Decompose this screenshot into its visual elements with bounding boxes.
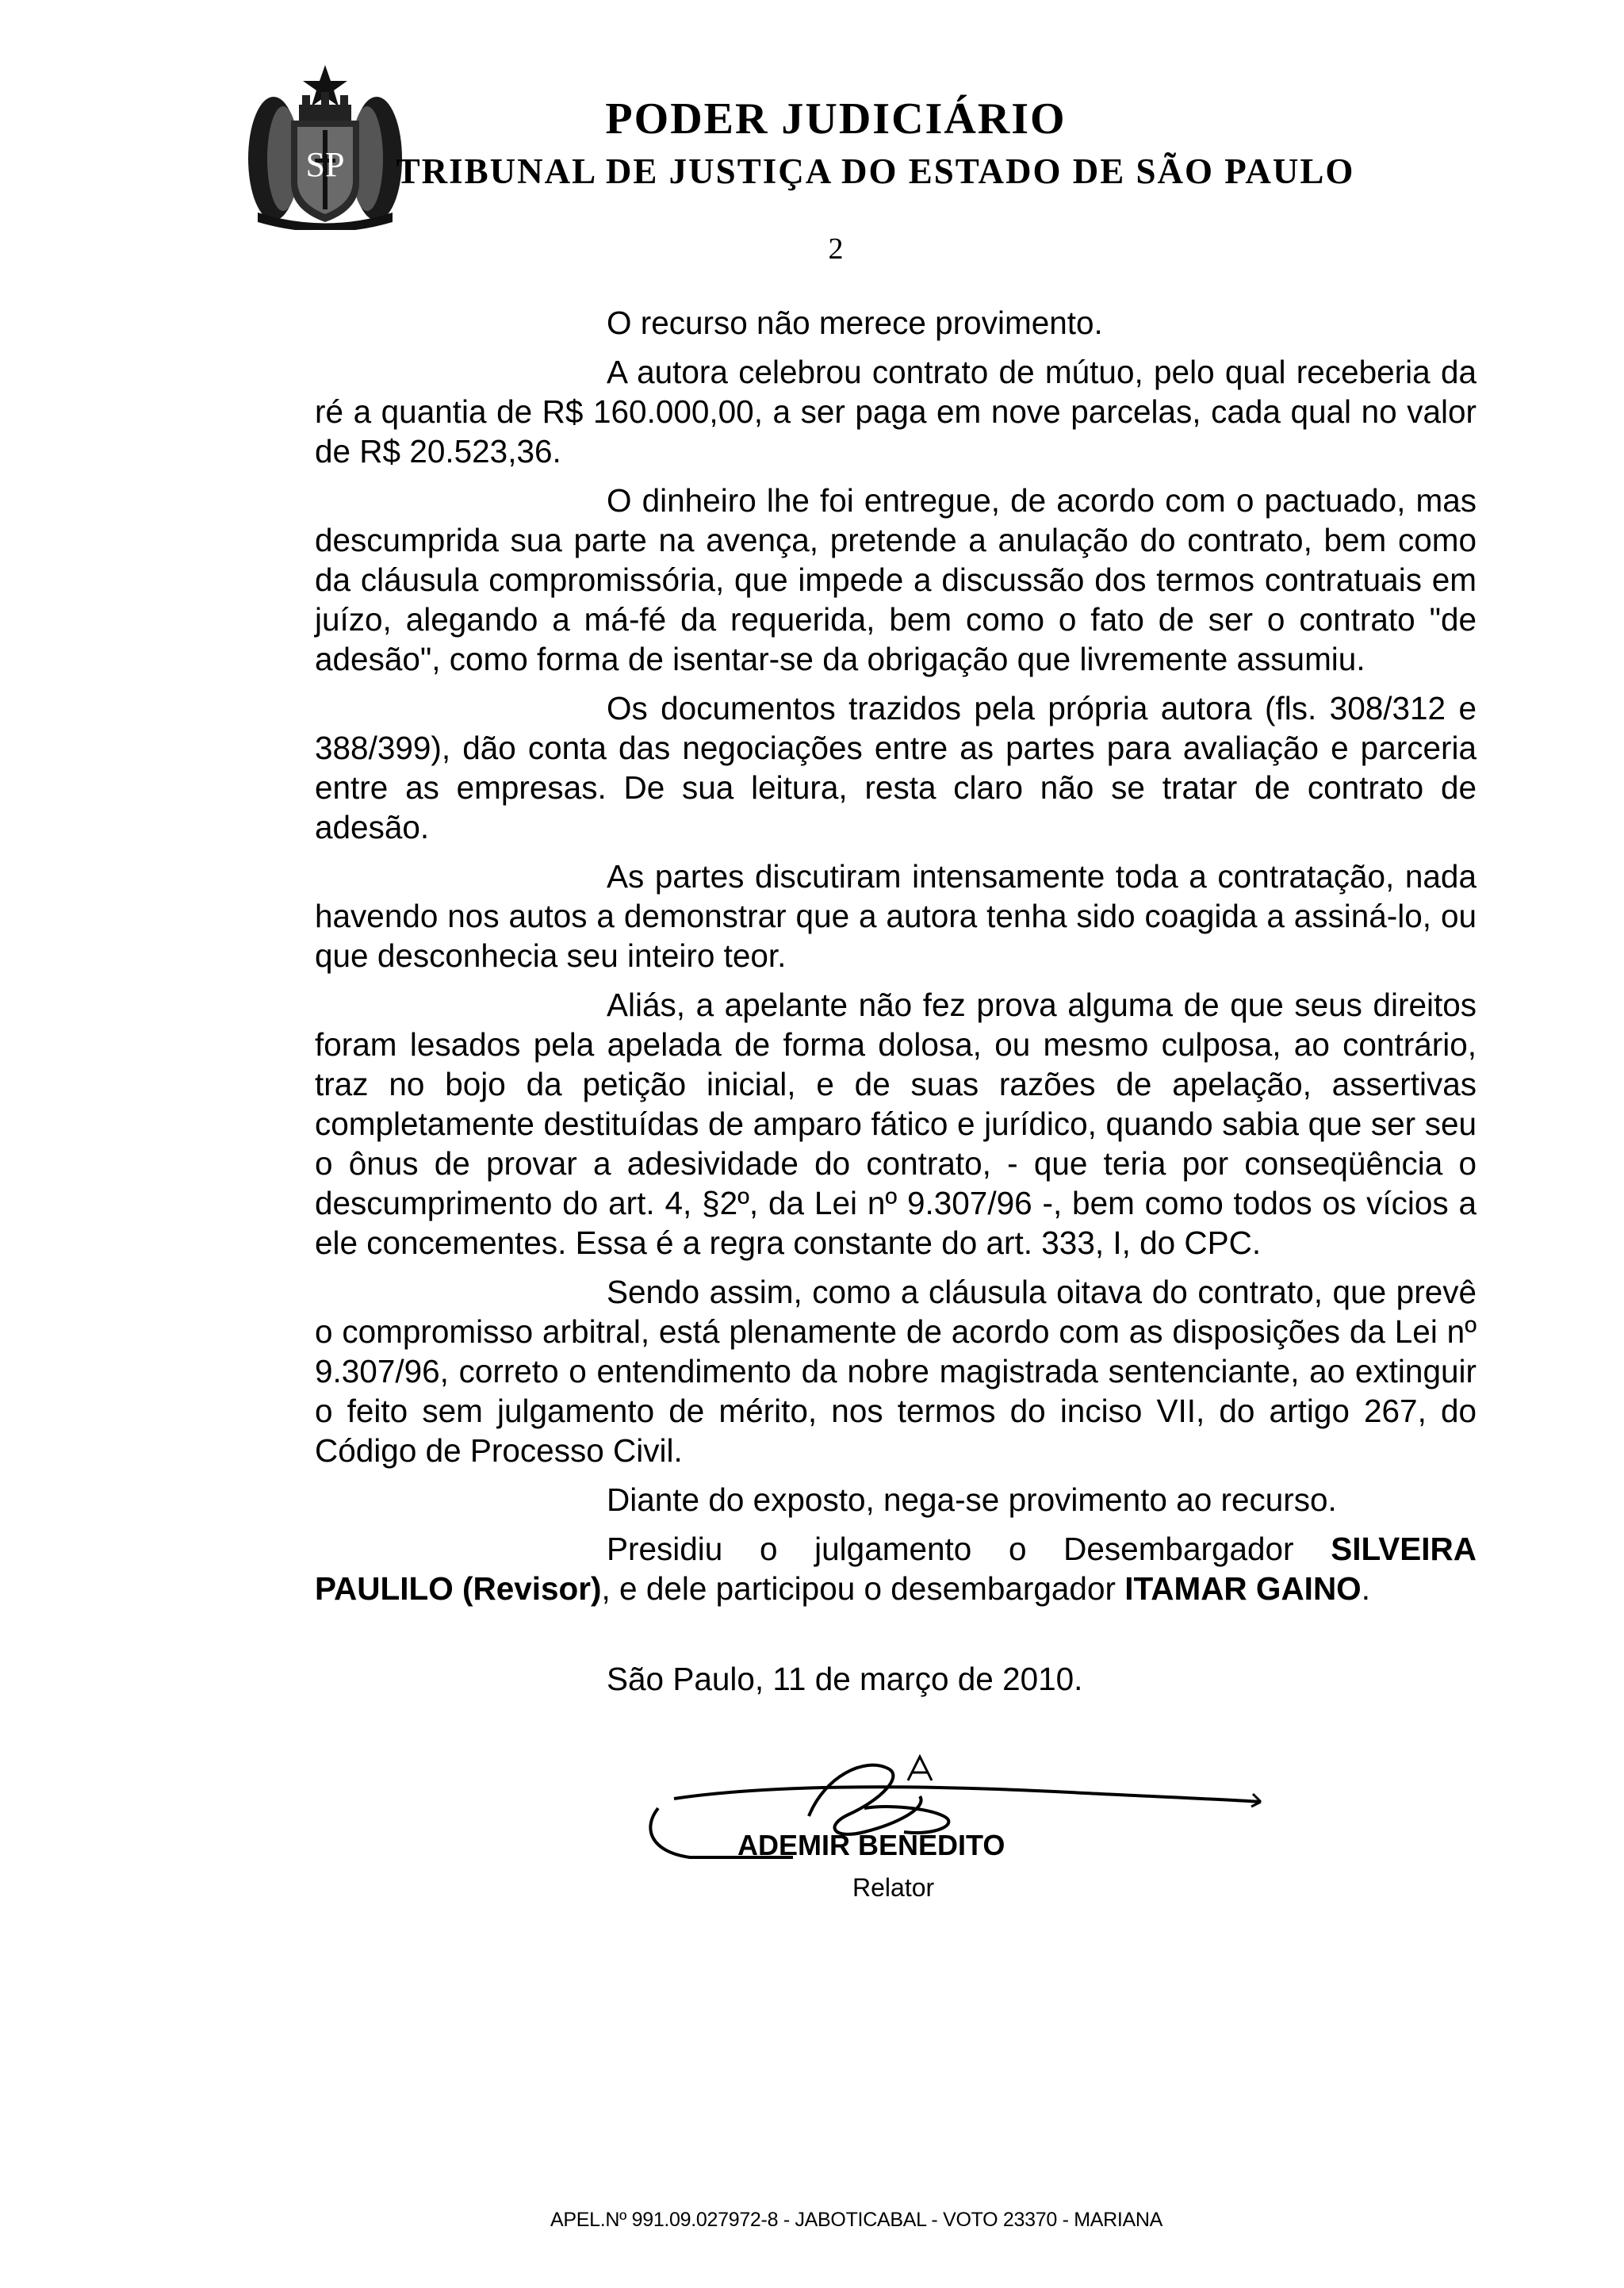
document-body bbox=[315, 303, 1477, 1618]
paragraph-9 bbox=[315, 1529, 1477, 1608]
participant-name: ITAMAR GAINO bbox=[1124, 1570, 1362, 1607]
paragraph-9-text-c: . bbox=[1361, 1570, 1370, 1607]
footer-case-reference: APEL.Nº 991.09.027972-8 - JABOTICABAL - VOTO 23370 - MARIANA bbox=[550, 2209, 1163, 2231]
signatory-role: Relator bbox=[852, 1873, 935, 1902]
paragraph-2: A autora celebrou contrato de mútuo, pelo qual receberia da ré a quantia de R$ 160.000,00, a ser paga em nove parcelas, cada qual no valor de R$ 20.523,36. bbox=[315, 354, 1477, 469]
paragraph-1: O recurso não merece provimento. bbox=[607, 305, 1103, 341]
paragraph-4: Os documentos trazidos pela própria autora (fls. 308/312 e 388/399), dão conta das negociações entre as partes para avaliação e parceria entre as empresas. De sua leitura, resta claro não se tratar de contrato de adesão. bbox=[315, 690, 1477, 845]
paragraph-8: Diante do exposto, nega-se provimento ao recurso. bbox=[607, 1481, 1337, 1518]
page-number: 2 bbox=[828, 232, 844, 266]
paragraph-3: O dinheiro lhe foi entregue, de acordo com o pactuado, mas descumprida sua parte na avença, pretende a anulação do contrato, bem como da cláusula compromissória, que impede a discussão dos termos contratuais em juízo, alegando a má-fé da requerida, bem como o fato de ser o contrato "de adesão", como forma de isentar-se da obrigação que livremente assumiu. bbox=[315, 482, 1477, 677]
signatory-name: ADEMIR BENEDITO bbox=[737, 1829, 1005, 1861]
handwritten-signature bbox=[626, 1753, 1300, 1888]
date-line: São Paulo, 11 de março de 2010. bbox=[607, 1661, 1083, 1697]
sp-coat-of-arms-seal bbox=[242, 63, 408, 230]
court-title-line2: TRIBUNAL DE JUSTIÇA DO ESTADO DE SÃO PAULO bbox=[396, 151, 1355, 191]
seal-letters: SP bbox=[305, 145, 345, 184]
paragraph-7: Sendo assim, como a cláusula oitava do contrato, que prevê o compromisso arbitral, está plenamente de acordo com as disposições da Lei nº 9.307/96, correto o entendimento da nobre magistrada sentenciante, ao extinguir o feito sem julgamento de mérito, nos termos do inciso VII, do artigo 267, do Código de Processo Civil. bbox=[315, 1274, 1477, 1469]
paragraph-9-text-b: , e dele participou o desembargador bbox=[601, 1570, 1125, 1607]
court-title-line1: PODER JUDICIÁRIO bbox=[605, 94, 1067, 144]
paragraph-9-text-a: Presidiu o julgamento o Desembargador bbox=[607, 1531, 1331, 1567]
paragraph-5: As partes discutiram intensamente toda a contratação, nada havendo nos autos a demonstrar que a autora tenha sido coagida a assiná-lo, ou que desconhecia seu inteiro teor. bbox=[315, 858, 1477, 974]
revisor-name: SILVEIRA PAULILO (Revisor) bbox=[315, 1531, 1477, 1607]
paragraph-6: Aliás, a apelante não fez prova alguma de que seus direitos foram lesados pela apelada de forma dolosa, ou mesmo culposa, ao contrário, traz no bojo da petição inicial, e de suas razões de apelação, assertivas completamente destituídas de amparo fático e jurídico, quando sabia que ser seu o ônus de provar a adesividade do contrato, - que teria por conseqüência o descumprimento do art. 4, §2º, da Lei nº 9.307/96 -, bem como todos os vícios a ele concementes. Essa é a regra constante do art. 333, I, do CPC. bbox=[315, 987, 1477, 1261]
